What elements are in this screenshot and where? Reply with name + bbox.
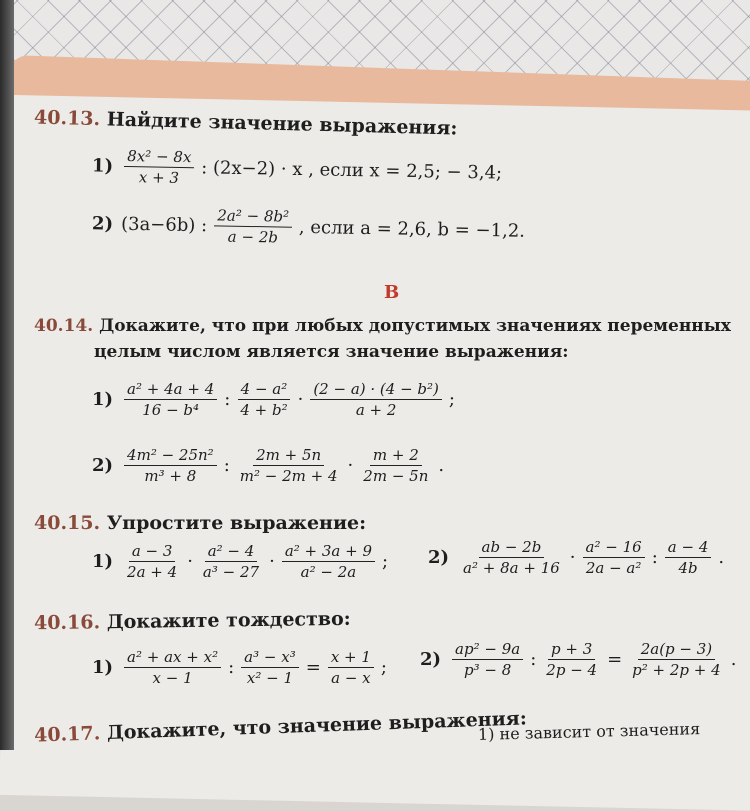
fraction: $\frac{\text{8x² − 8x}}{x + 3}$	[124, 147, 195, 187]
problem-40-14-item-1	[92, 380, 455, 419]
operator: ·	[269, 551, 275, 572]
problem-40-13-header	[34, 106, 458, 139]
problem-40-15-header	[34, 512, 366, 534]
fraction: $\frac{2m + 5n}{\text{m² − 2m + 4}}$	[239, 446, 338, 485]
fraction: $\frac{\text{2a² − 8b²}}{a - 2b}$	[214, 206, 292, 246]
item-label: 2)	[428, 547, 450, 568]
problem-title: Найдите значение выражения:	[106, 108, 458, 140]
item-label: 2)	[92, 455, 114, 476]
operator: ·	[569, 547, 576, 568]
partial-text: 1) не зависит от значения	[477, 719, 701, 744]
problem-40-17-header	[34, 707, 527, 746]
item-label: 2)	[91, 213, 114, 235]
problem-title: Докажите, что значение выражения:	[106, 707, 528, 745]
operator: :	[228, 657, 235, 678]
fraction: $\frac{ab - 2b}{\text{a² + 8a + 16}}$	[463, 538, 560, 577]
item-label: 2)	[420, 649, 442, 670]
item-label: 1)	[92, 389, 114, 410]
problem-40-13-item-1	[92, 146, 503, 192]
problem-40-14-header	[34, 316, 731, 336]
problem-40-16-item-1	[92, 648, 387, 687]
operator: ·	[347, 455, 354, 476]
fraction: $\frac{x + 1}{a - x}$	[328, 648, 374, 687]
problem-title: Упростите выражение:	[106, 512, 367, 534]
punctuation: ;	[380, 657, 387, 678]
fraction: $\frac{\text{ap² − 9a}}{\text{p³ − 8}}$	[452, 640, 523, 679]
fraction: $\frac{\text{a² + 3a + 9}}{\text{a² − 2a}}$	[282, 542, 375, 581]
operator: =	[607, 649, 623, 670]
operator: :	[224, 389, 231, 410]
item-label: 1)	[91, 155, 114, 177]
fraction: $\frac{\text{a² + ax + x²}}{x - 1}$	[124, 648, 221, 687]
problem-40-16-item-2	[420, 640, 736, 679]
problem-title-cont: целым числом является значение выражения:	[94, 342, 569, 362]
problem-number: 40.14.	[34, 316, 94, 336]
punctuation: ;	[382, 551, 389, 572]
problem-40-15-item-2	[428, 538, 724, 577]
problem-number: 40.16.	[33, 611, 101, 635]
operator: =	[305, 657, 321, 678]
fraction: $\frac{p + 3}{2p - 4}$	[546, 640, 598, 679]
fraction: $\frac{\text{a² − 16}}{\text{2a − a²}}$	[583, 538, 645, 577]
fraction: $\frac{\text{a² − 4}}{\text{a³ − 27}}$	[202, 542, 260, 581]
problem-number: 40.13.	[33, 106, 101, 131]
item-label: 1)	[92, 551, 114, 572]
operator: :	[223, 455, 230, 476]
problem-number: 40.17.	[33, 722, 101, 747]
fraction: $\frac{\text{a² + 4a + 4}}{\text{16 − b⁴}}$	[124, 380, 217, 419]
punctuation: ;	[448, 389, 455, 410]
problem-title: Докажите тождество:	[106, 607, 351, 634]
fraction: $\frac{a - 3}{2a + 4}$	[127, 542, 178, 581]
problem-title: Докажите, что при любых допустимых значениях переменных	[99, 316, 731, 336]
punctuation: .	[730, 649, 737, 670]
fraction: $\frac{2a(p - 3)}{\text{p² + 2p + 4}}$	[632, 640, 721, 679]
fraction: $\frac{\text{4 − a²}}{\text{4 + b²}}$	[237, 380, 290, 419]
operator: ·	[187, 551, 193, 572]
problem-40-14-item-2	[92, 446, 444, 485]
problem-40-15-item-1	[92, 542, 388, 581]
section-letter: B	[384, 282, 400, 303]
fraction: $\frac{m + 2}{2m - 5n}$	[363, 446, 429, 485]
problem-40-13-item-2	[92, 204, 526, 251]
operator: ·	[297, 389, 304, 410]
punctuation: .	[718, 547, 725, 568]
expression-prefix: (3a−6b) :	[120, 213, 208, 237]
item-label: 1)	[92, 657, 114, 678]
problem-40-16-header	[34, 608, 351, 634]
punctuation: .	[438, 455, 445, 476]
fraction: $\frac{\text{4m² − 25n²}}{\text{m³ + 8}}$	[124, 446, 217, 485]
operator: :	[651, 547, 658, 568]
fraction: $\frac{\text{(2 − a) · (4 − b²)}}{a + 2}$	[310, 380, 442, 419]
fraction: $\frac{a - 4}{4b}$	[665, 538, 712, 577]
fraction: $\frac{\text{a³ − x³}}{\text{x² − 1}}$	[241, 648, 299, 687]
problem-40-14-header-line2	[94, 342, 569, 362]
problem-number: 40.15.	[34, 512, 101, 534]
operator: :	[530, 649, 537, 670]
expression-tail: , если a = 2,6, b = −1,2.	[298, 216, 526, 242]
expression-tail: : (2x−2) · x , если x = 2,5; − 3,4;	[201, 157, 503, 184]
